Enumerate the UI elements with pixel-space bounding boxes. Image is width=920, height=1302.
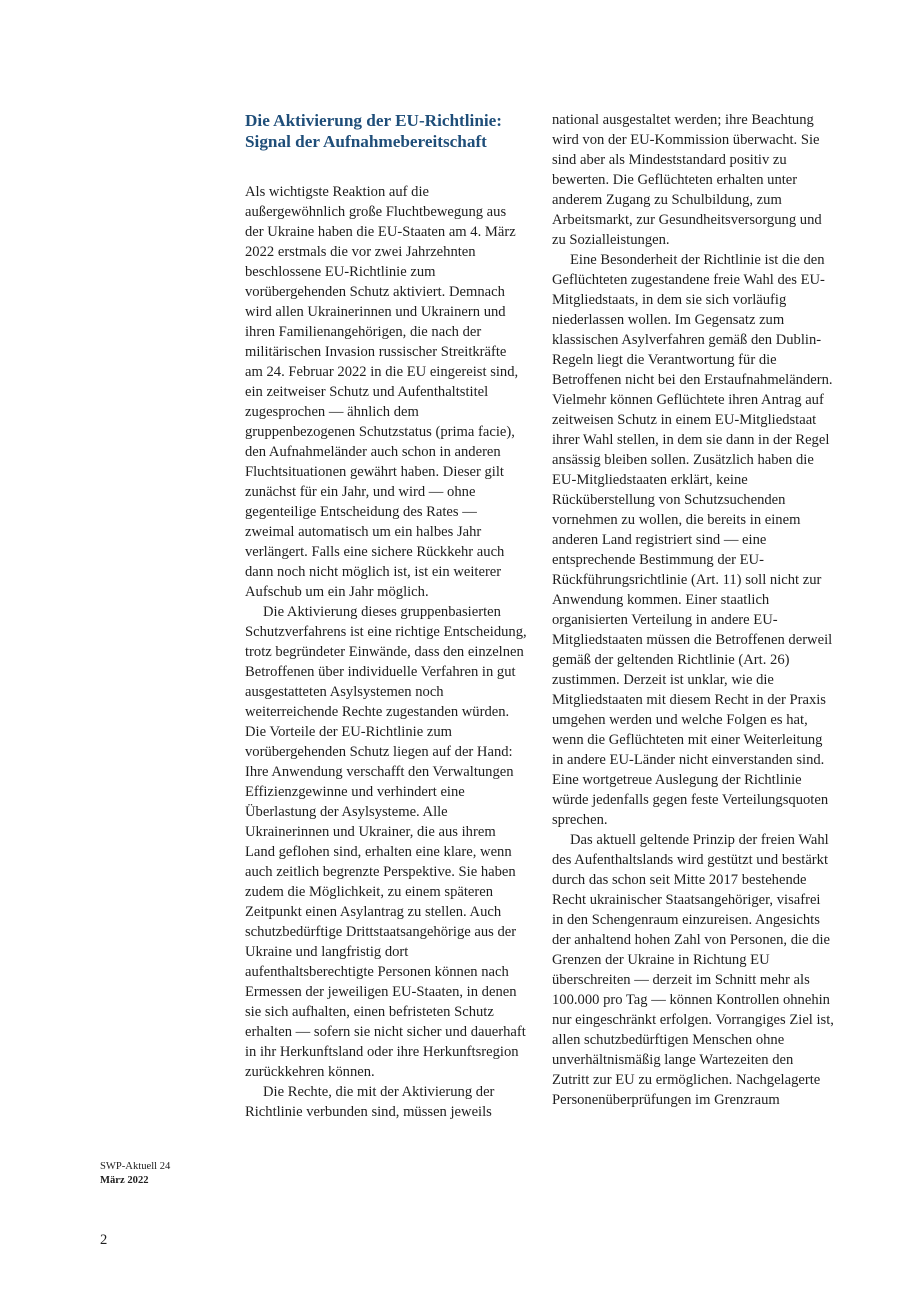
section-heading-line-1: Die Aktivierung der EU-Richtlinie: — [245, 111, 503, 130]
right-paragraph-3: Das aktuell geltende Prinzip der freien Wahl des Aufenthaltslands wird gestützt und bestärkt durch das schon seit Mitte 2017 bestehende Recht ukrainischer Staatsangehöriger, visafrei in den Schengenraum einzureisen. Angesichts der anhaltend hohen Zahl von Personen, die die Grenzen der Ukraine in Richtung EU überschreiten — derzeit im Schnitt mehr als 100.000 pro Tag — können Kontrollen ohnehin nur eingeschränkt erfolgen. Vorrangiges Ziel ist, allen schutzbedürftigen Menschen ohne unverhältnismäßig lange Wartezeiten den Zutritt zur EU zu ermöglichen. Nachgelagerte Personenüberprüfungen im Grenzraum — [552, 832, 834, 1108]
section-heading-line-2: Signal der Aufnahmebereitschaft — [245, 132, 487, 151]
left-column — [245, 110, 527, 1122]
page-number: 2 — [100, 1232, 108, 1248]
right-paragraph-2: Eine Besonderheit der Richtlinie ist die den Geflüchteten zugestandene freie Wahl des EU-Mitgliedstaats, in dem sie sich vorläufig niederlassen wollen. Im Gegensatz zum klassischen Asylverfahren gemäß den Dublin-Regeln liegt die Verantwortung für die Betroffenen nicht bei den Erstaufnahmeländern. Vielmehr können Geflüchtete ihren Antrag auf zeitweisen Schutz in einem EU-Mitgliedstaat ihrer Wahl stellen, in dem sie dann in der Regel ansässig bleiben sollen. Zusätzlich haben die EU-Mitgliedstaaten erklärt, keine Rücküberstellung von Schutzsuchenden vornehmen zu wollen, die bereits in einem anderen Land registriert sind — eine entsprechende Bestimmung der EU-Rückführungsrichtlinie (Art. 11) soll nicht zur Anwendung kommen. Einer staatlich organisierten Verteilung in andere EU-Mitgliedstaaten müssen die Betroffenen derweil gemäß der geltenden Richtlinie (Art. 26) zustimmen. Derzeit ist unklar, wie die Mitgliedstaaten mit diesem Recht in der Praxis umgehen werden und welche Folgen es hat, wenn die Geflüchteten mit einer Weiterleitung in andere EU-Länder nicht einverstanden sind. Eine wortgetreue Auslegung der Richtlinie würde jedenfalls gegen feste Verteilungsquoten sprechen. — [552, 252, 833, 828]
publication-title: SWP-Aktuell 24 — [100, 1161, 171, 1172]
left-paragraph-1: Als wichtigste Reaktion auf die außergewöhnlich große Fluchtbewegung aus der Ukraine haben die EU-Staaten am 4. März 2022 erstmals die vor zwei Jahrzehnten beschlossene EU-Richtlinie zum vorübergehenden Schutz aktiviert. Demnach wird allen Ukrainerinnen und Ukrainern und ihren Familienangehörigen, die nach der militärischen Invasion russischer Streitkräfte am 24. Februar 2022 in die EU eingereist sind, ein zeitweiser Schutz und Aufenthaltstitel zugesprochen — ähnlich dem gruppenbezogenen Schutzstatus (prima facie), den Aufnahmeländer auch schon in anderen Fluchtsituationen gewährt haben. Dieser gilt zunächst für ein Jahr, und wird — ohne gegenteilige Entscheidung des Rates — zweimal automatisch um ein halbes Jahr verlängert. Falls eine sichere Rückkehr auch dann noch nicht möglich ist, ist ein weiterer Aufschub um ein Jahr möglich. — [245, 184, 519, 600]
left-paragraph-2: Die Aktivierung dieses gruppenbasierten Schutzverfahrens ist eine richtige Entscheidung, trotz begründeter Einwände, dass den einzelnen Betroffenen über individuelle Verfahren in gut ausgestatteten Asylsystemen noch weiterreichende Rechte zugestanden würden. Die Vorteile der EU-Richtlinie zum vorübergehenden Schutz liegen auf der Hand: Ihre Anwendung verschafft den Verwaltungen Effizienzgewinne und verhindert eine Überlastung der Asylsysteme. Alle Ukrainerinnen und Ukrainer, die aus ihrem Land geflohen sind, erhalten eine klare, wenn auch zeitlich begrenzte Perspektive. Sie haben zudem die Möglichkeit, zu einem späteren Zeitpunkt einen Asylantrag zu stellen. Auch schutzbedürftige Drittstaatsangehörige aus der Ukraine und langfristig dort aufenthaltsberechtigte Personen können nach Ermessen der jeweiligen EU-Staaten, in denen sie sich aufhalten, einen befristeten Schutz erhalten — sofern sie nicht sicher und dauerhaft in ihr Herkunftsland oder ihre Herkunftsregion zurückkehren können. — [245, 604, 527, 1080]
right-column — [552, 110, 834, 1110]
left-paragraph-3: Die Rechte, die mit der Aktivierung der Richtlinie verbunden sind, müssen jeweils — [245, 1084, 495, 1120]
publication-info — [100, 1160, 170, 1188]
section-heading — [245, 110, 527, 152]
publication-date: März 2022 — [100, 1175, 149, 1186]
right-paragraph-1: national ausgestaltet werden; ihre Beachtung wird von der EU-Kommission überwacht. Sie sind aber als Mindeststandard positiv zu bewerten. Die Geflüchteten erhalten unter anderem Zugang zu Schulbildung, zum Arbeitsmarkt, zur Gesundheitsversorgung und zu Sozialleistungen. — [552, 112, 822, 248]
